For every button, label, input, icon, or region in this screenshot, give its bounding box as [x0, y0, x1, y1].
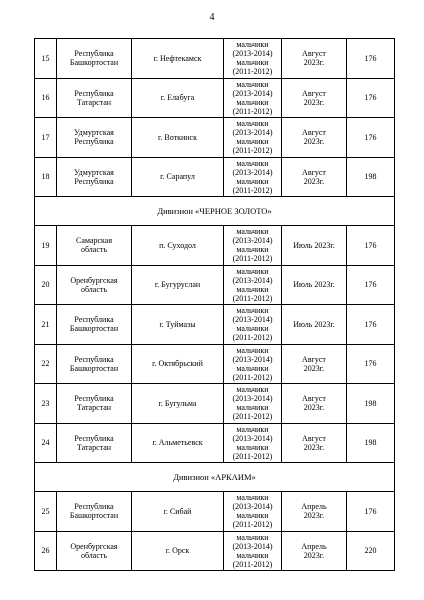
region-cell-line: Башкортостан — [69, 363, 119, 373]
date-cell — [282, 157, 347, 197]
age-category-cell-line: (2013-2014) — [232, 354, 273, 364]
age-category-cell-line: мальчики — [236, 79, 269, 89]
age-category-cell-line: мальчики — [236, 363, 269, 373]
region-cell-line: Татарстан — [76, 442, 112, 452]
age-category-cell-line: мальчики — [236, 532, 269, 542]
region-cell-line: Башкортостан — [69, 58, 119, 68]
age-category-cell-line: (2013-2014) — [232, 128, 273, 138]
date-cell — [282, 118, 347, 158]
table-row — [35, 157, 395, 197]
row-number-cell: 24 — [35, 423, 57, 463]
participants-count-cell: 176 — [347, 305, 395, 345]
age-category-cell-line: (2013-2014) — [232, 167, 273, 177]
age-category-cell-line: мальчики — [236, 424, 269, 434]
participants-count-cell: 176 — [347, 344, 395, 384]
age-category-cell-line: мальчики — [236, 385, 269, 395]
age-category-cell-line: мальчики — [236, 119, 269, 129]
table-row — [35, 344, 395, 384]
date-cell — [282, 39, 347, 79]
row-number-cell: 25 — [35, 492, 57, 532]
city-cell: г. Сибай — [132, 492, 224, 532]
date-cell — [282, 226, 347, 266]
region-cell — [57, 492, 132, 532]
region-cell-line: Республика — [74, 88, 114, 98]
table-row — [35, 531, 395, 571]
age-category-cell — [224, 423, 282, 463]
age-category-cell-line: мальчики — [236, 403, 269, 413]
city-cell: г. Нефтекамск — [132, 39, 224, 79]
date-cell-line: Июль 2023г. — [293, 240, 335, 250]
region-cell-line: область — [80, 245, 108, 255]
region-cell — [57, 305, 132, 345]
date-cell-line: 2023г. — [303, 550, 325, 560]
table-row — [35, 78, 395, 118]
table-row — [35, 39, 395, 79]
age-category-cell-line: (2011-2012) — [232, 520, 273, 530]
row-number-cell: 20 — [35, 265, 57, 305]
age-category-cell-line: (2011-2012) — [232, 333, 273, 343]
date-cell — [282, 265, 347, 305]
table-row — [35, 384, 395, 424]
date-cell-line: Август — [302, 433, 326, 443]
row-number-cell: 21 — [35, 305, 57, 345]
participants-count-cell: 176 — [347, 226, 395, 266]
city-cell: г. Бугурусла​н — [132, 265, 224, 305]
participants-count-cell: 176 — [347, 118, 395, 158]
region-cell-line: область — [80, 284, 108, 294]
age-category-cell-line: мальчики — [236, 284, 269, 294]
age-category-cell-line: мальчики — [236, 442, 269, 452]
division-header-row — [35, 463, 395, 492]
region-cell-line: Татарстан — [76, 403, 112, 413]
age-category-cell-line: (2011-2012) — [232, 451, 273, 461]
city-cell: п. Суходол — [132, 226, 224, 266]
date-cell-line: Июль 2023г. — [293, 319, 335, 329]
date-cell — [282, 492, 347, 532]
age-category-cell — [224, 384, 282, 424]
participants-count-cell: 220 — [347, 531, 395, 571]
city-cell: г. Альметьевск — [132, 423, 224, 463]
age-category-cell-line: (2011-2012) — [232, 372, 273, 382]
row-number-cell: 18 — [35, 157, 57, 197]
row-number-cell: 15 — [35, 39, 57, 79]
date-cell-line: Август — [302, 394, 326, 404]
age-category-cell-line: мальчики — [236, 158, 269, 168]
region-cell-line: Самарская — [76, 236, 112, 246]
region-cell-line: Республика — [74, 49, 114, 59]
date-cell — [282, 344, 347, 384]
date-cell — [282, 78, 347, 118]
participants-count-cell: 198 — [347, 157, 395, 197]
age-category-cell-line: (2011-2012) — [232, 559, 273, 569]
age-category-cell — [224, 344, 282, 384]
age-category-cell-line: (2013-2014) — [232, 236, 273, 246]
age-category-cell-line: мальчики — [236, 266, 269, 276]
participants-count-cell: 176 — [347, 78, 395, 118]
age-category-cell-line: (2011-2012) — [232, 293, 273, 303]
date-cell-line: 2023г. — [303, 403, 325, 413]
age-category-cell — [224, 265, 282, 305]
division-header-row — [35, 197, 395, 226]
age-category-cell-line: мальчики — [236, 550, 269, 560]
region-cell-line: Республика — [74, 176, 114, 186]
age-category-cell-line: (2013-2014) — [232, 315, 273, 325]
age-category-cell-line: мальчики — [236, 306, 269, 316]
city-cell: г. Сарапул — [132, 157, 224, 197]
participants-count-cell: 176 — [347, 39, 395, 79]
age-category-cell-line: мальчики — [236, 40, 269, 50]
date-cell-line: Апрель — [301, 502, 327, 512]
date-cell — [282, 531, 347, 571]
region-cell-line: Башкортостан — [69, 511, 119, 521]
city-cell: г. Туймазы — [132, 305, 224, 345]
age-category-cell — [224, 39, 282, 79]
region-cell-line: Татарстан — [76, 97, 112, 107]
age-category-cell-line: (2013-2014) — [232, 541, 273, 551]
row-number-cell: 17 — [35, 118, 57, 158]
participants-count-cell: 198 — [347, 423, 395, 463]
age-category-cell-line: мальчики — [236, 245, 269, 255]
date-cell-line: 2023г. — [303, 442, 325, 452]
row-number-cell: 19 — [35, 226, 57, 266]
region-cell-line: Удмуртская — [74, 167, 114, 177]
age-category-cell-line: (2013-2014) — [232, 275, 273, 285]
city-cell: г. Воткинск — [132, 118, 224, 158]
age-category-cell — [224, 157, 282, 197]
age-category-cell — [224, 226, 282, 266]
age-category-cell-line: (2013-2014) — [232, 502, 273, 512]
region-cell — [57, 118, 132, 158]
age-category-cell-line: (2013-2014) — [232, 394, 273, 404]
region-cell — [57, 384, 132, 424]
date-cell-line: 2023г. — [303, 97, 325, 107]
date-cell-line: Август — [302, 167, 326, 177]
age-category-cell-line: (2011-2012) — [232, 106, 273, 116]
participants-count-cell: 176 — [347, 492, 395, 532]
date-cell — [282, 305, 347, 345]
region-cell — [57, 344, 132, 384]
region-cell-line: Оренбургская — [70, 275, 118, 285]
region-cell-line: Башкортостан — [69, 324, 119, 334]
region-cell — [57, 531, 132, 571]
age-category-cell-line: мальчики — [236, 176, 269, 186]
date-cell-line: Апрель — [301, 541, 327, 551]
age-category-cell — [224, 492, 282, 532]
age-category-cell-line: (2013-2014) — [232, 49, 273, 59]
age-category-cell-line: (2011-2012) — [232, 412, 273, 422]
age-category-cell-line: (2013-2014) — [232, 433, 273, 443]
region-cell-line: Оренбургская — [70, 541, 118, 551]
table-row — [35, 226, 395, 266]
age-category-cell-line: мальчики — [236, 511, 269, 521]
age-category-cell-line: мальчики — [236, 345, 269, 355]
region-cell — [57, 265, 132, 305]
row-number-cell: 23 — [35, 384, 57, 424]
age-category-cell — [224, 118, 282, 158]
age-category-cell-line: (2011-2012) — [232, 254, 273, 264]
region-cell — [57, 78, 132, 118]
region-cell — [57, 226, 132, 266]
city-cell: г. Орск — [132, 531, 224, 571]
age-category-cell-line: (2011-2012) — [232, 67, 273, 77]
date-cell-line: Август — [302, 354, 326, 364]
participants-count-cell: 176 — [347, 265, 395, 305]
region-cell-line: Республика — [74, 354, 114, 364]
date-cell-line: 2023г. — [303, 511, 325, 521]
region-cell-line: Республика — [74, 433, 114, 443]
age-category-cell-line: мальчики — [236, 493, 269, 503]
date-cell — [282, 423, 347, 463]
region-cell-line: Республика — [74, 502, 114, 512]
age-category-cell-line: (2011-2012) — [232, 146, 273, 156]
region-cell-line: Республика — [74, 137, 114, 147]
division-title: Дивизион «АРКАИМ» — [35, 463, 395, 492]
age-category-cell-line: мальчики — [236, 97, 269, 107]
date-cell — [282, 384, 347, 424]
date-cell-line: 2023г. — [303, 363, 325, 373]
tournament-schedule-table — [34, 38, 395, 571]
age-category-cell-line: мальчики — [236, 324, 269, 334]
region-cell — [57, 157, 132, 197]
date-cell-line: Август — [302, 88, 326, 98]
participants-count-cell: 198 — [347, 384, 395, 424]
page-number: 4 — [209, 12, 215, 23]
date-cell-line: 2023г. — [303, 137, 325, 147]
table-row — [35, 118, 395, 158]
region-cell-line: Республика — [74, 394, 114, 404]
city-cell: г. Елабуга — [132, 78, 224, 118]
age-category-cell-line: (2013-2014) — [232, 88, 273, 98]
city-cell: г. Октябрьский — [132, 344, 224, 384]
age-category-cell-line: мальчики — [236, 137, 269, 147]
age-category-cell — [224, 531, 282, 571]
table-row — [35, 423, 395, 463]
date-cell-line: 2023г. — [303, 176, 325, 186]
region-cell — [57, 423, 132, 463]
age-category-cell — [224, 305, 282, 345]
city-cell: г. Бугульма — [132, 384, 224, 424]
row-number-cell: 22 — [35, 344, 57, 384]
table-row — [35, 265, 395, 305]
region-cell-line: область — [80, 550, 108, 560]
row-number-cell: 26 — [35, 531, 57, 571]
age-category-cell — [224, 78, 282, 118]
region-cell-line: Удмуртская — [74, 128, 114, 138]
region-cell-line: Республика — [74, 315, 114, 325]
date-cell-line: Август — [302, 128, 326, 138]
date-cell-line: Июль 2023г. — [293, 280, 335, 290]
age-category-cell-line: (2011-2012) — [232, 185, 273, 195]
division-title: Дивизион «ЧЕРНОЕ ЗОЛОТО» — [35, 197, 395, 226]
table-row — [35, 305, 395, 345]
date-cell-line: Август — [302, 49, 326, 59]
row-number-cell: 16 — [35, 78, 57, 118]
date-cell-line: 2023г. — [303, 58, 325, 68]
region-cell — [57, 39, 132, 79]
age-category-cell-line: мальчики — [236, 58, 269, 68]
table-row — [35, 492, 395, 532]
age-category-cell-line: мальчики — [236, 227, 269, 237]
